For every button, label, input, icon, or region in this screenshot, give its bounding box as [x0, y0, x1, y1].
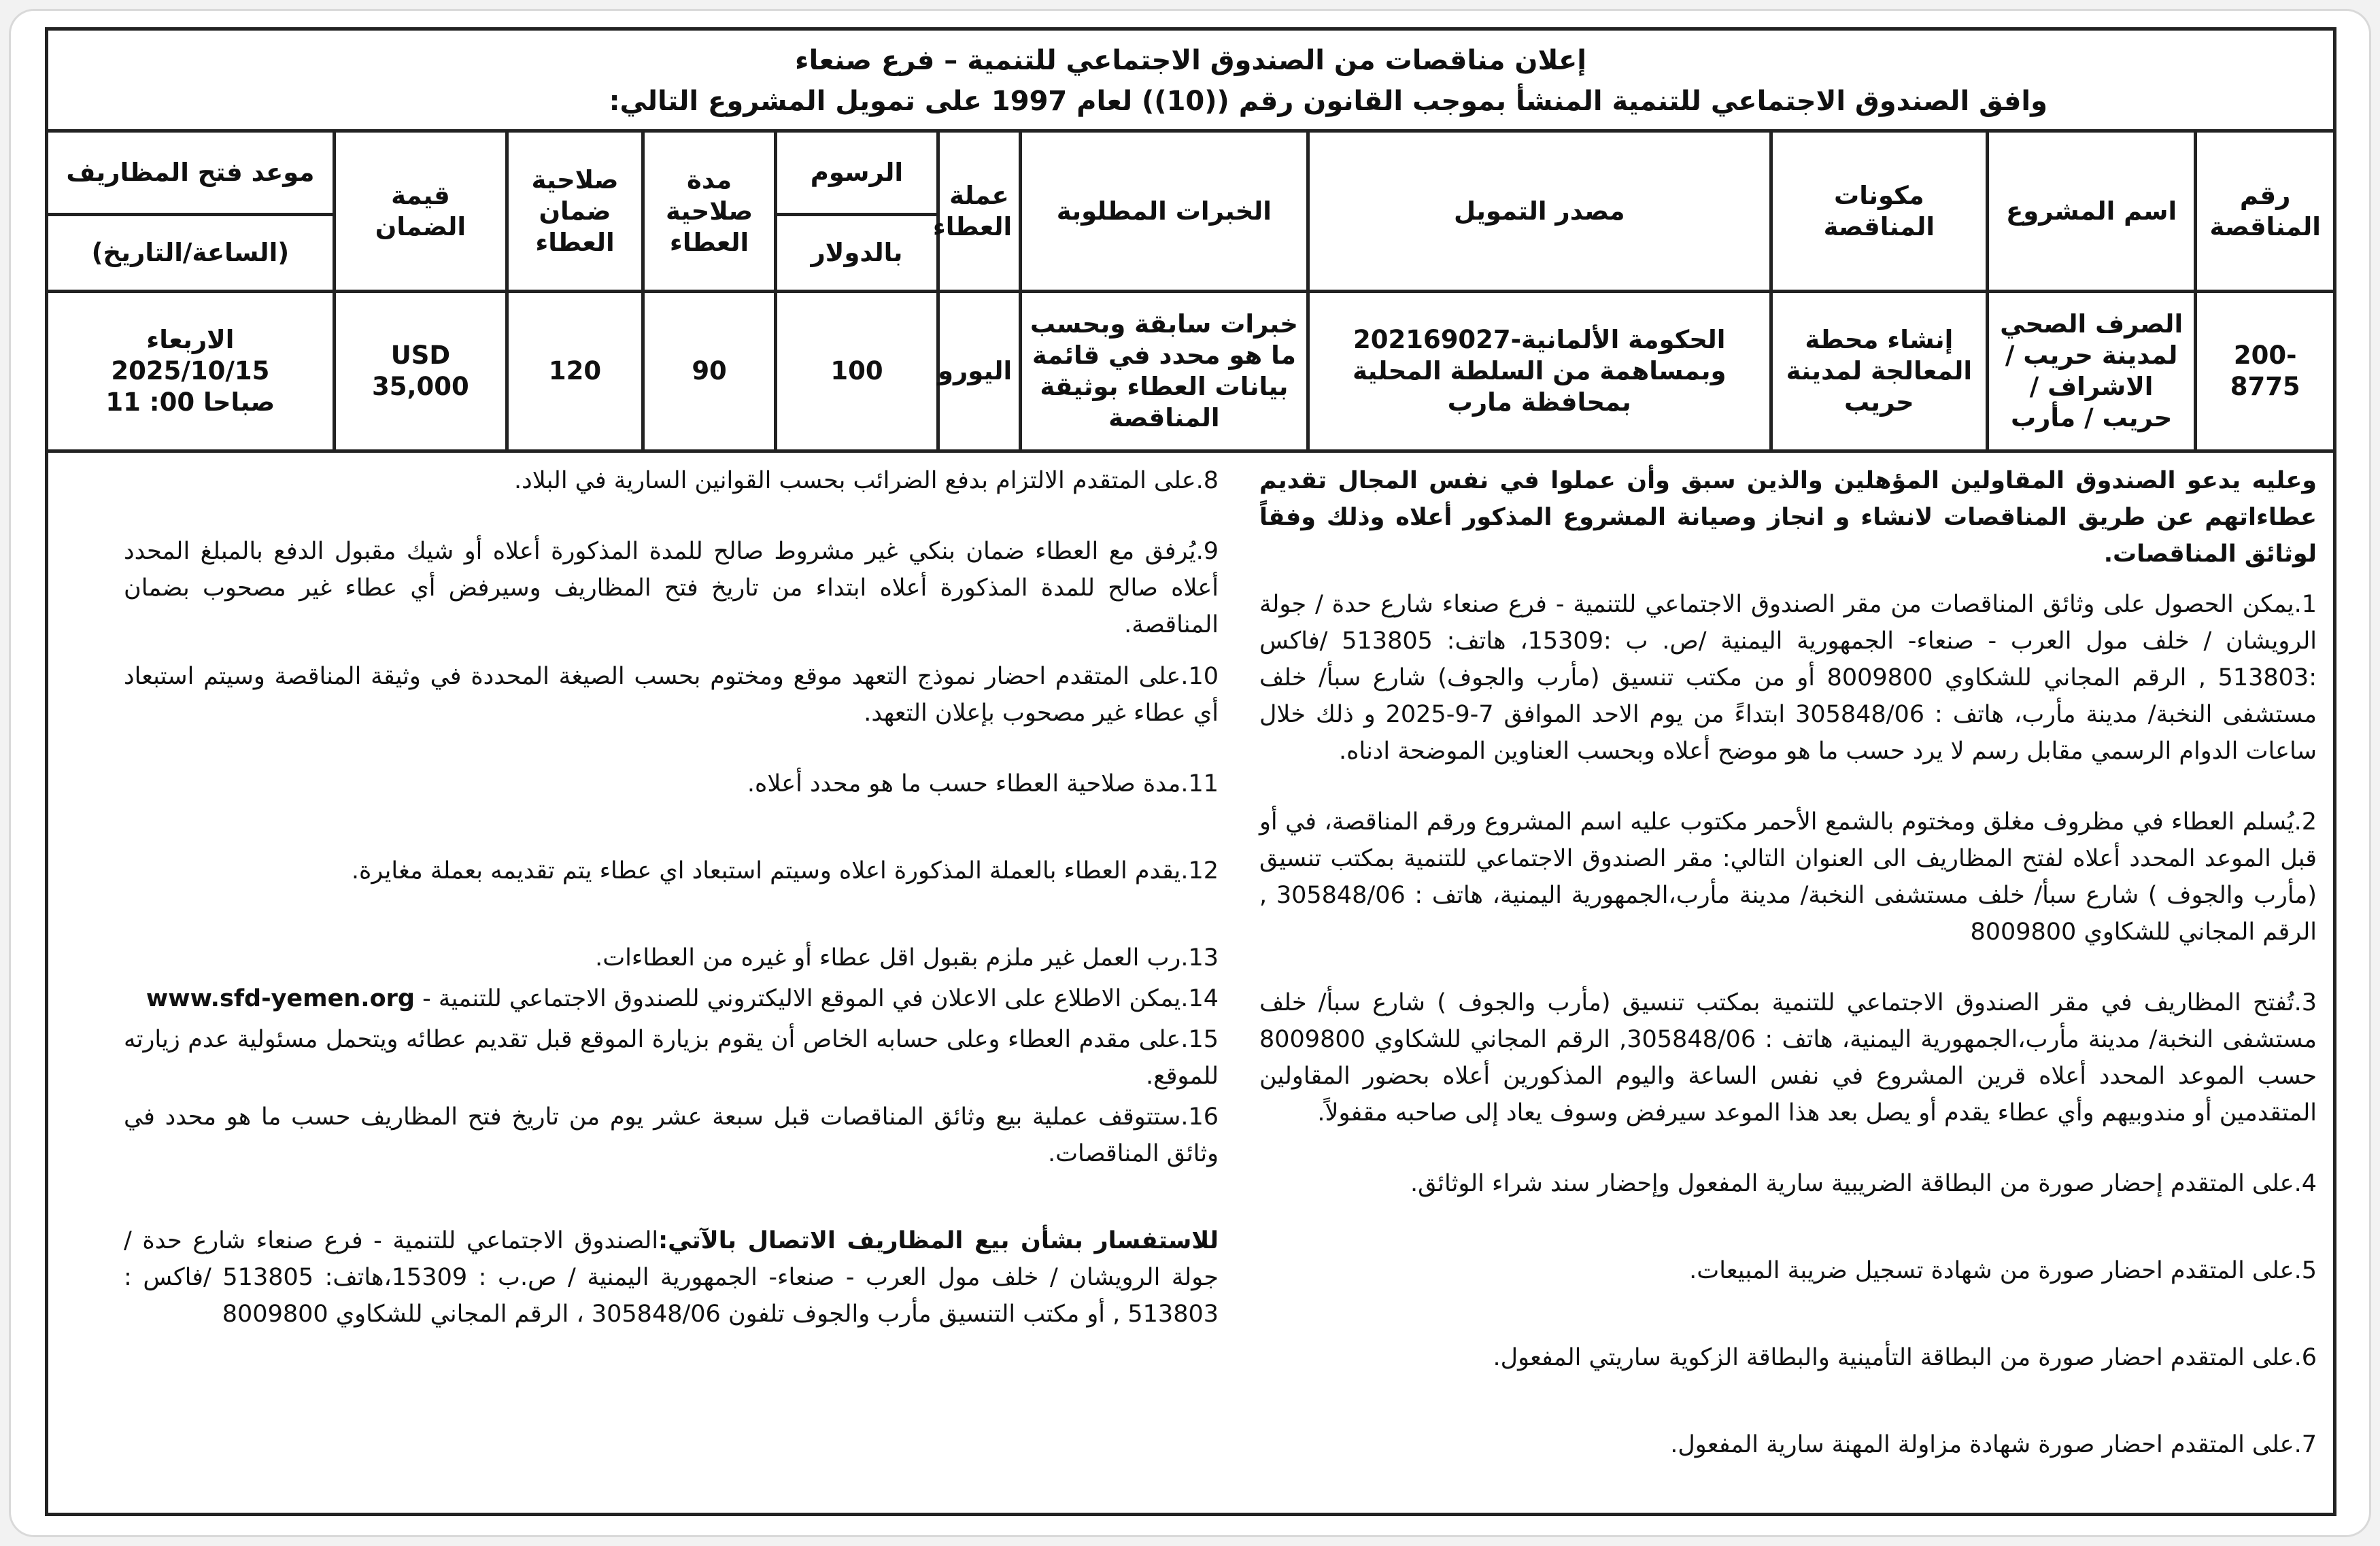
- opening-date: 2025/10/15: [111, 356, 270, 385]
- announcement-title: إعلان مناقصات من الصندوق الاجتماعي للتنمية – فرع صنعاء: [795, 45, 1586, 76]
- list-item: 15.على مقدم العطاء وعلى حسابه الخاص أن يقوم بزيارة الموقع قبل تقديم عطائه ويتحمل مسئولية عدم زيارته للموقع.: [124, 1026, 1219, 1090]
- header-funding-source: مصدر التمويل: [1308, 133, 1771, 292]
- guarantee-amount: 35,000: [372, 372, 469, 401]
- list-item: 13.رب العمل غير ملزم بقبول اقل عطاء أو غيره من العطاءات.: [595, 944, 1219, 972]
- list-item: 10.على المتقدم احضار نموذج التعهد موقع ومختوم بحسب الصيغة المحددة في وثيقة المناقصة وسيتم استبعاد أي عطاء غير مصحوب بإعلان التعهد.: [124, 663, 1219, 727]
- intro-paragraph: وعليه يدعو الصندوق المقاولين المؤهلين والذين سبق وأن عملوا في نفس المجال تقديم عطاءاتهم عن طريق المناقصات لانشاء و انجاز وصيانة المشروع المذكور أعلاه وذلك وفقاً لوثائق المناقصات.: [1259, 467, 2317, 568]
- header-validity: مدة صلاحية العطاء: [643, 133, 775, 292]
- guarantee-currency: USD: [390, 341, 451, 370]
- cell-tender-no: [2196, 292, 2333, 451]
- header-tender-no: رقم المناقصة: [2196, 133, 2333, 292]
- header-experience: الخبرات المطلوبة: [1021, 133, 1308, 292]
- cell-project-name: الصرف الصحي لمدينة حريب / الاشراف / حريب / مأرب: [1987, 292, 2196, 451]
- tender-table: [48, 133, 2333, 453]
- announcement-subtitle: وافق الصندوق الاجتماعي للتنمية المنشأ بموجب القانون رقم ((10)) لعام 1997 على تمويل المشروع التالي:: [609, 86, 2047, 117]
- tender-no-value: 200-8775: [2230, 341, 2300, 401]
- cell-components: إنشاء محطة المعالجة لمدينة حريب: [1771, 292, 1987, 451]
- cell-guarantee-validity: 120: [507, 292, 643, 451]
- header-opening: موعد فتح المظاريف: [48, 133, 334, 215]
- cell-experience: خبرات سابقة وبحسب ما هو محدد في قائمة بيانات العطاء بوثيقة المناقصة: [1021, 292, 1308, 451]
- cell-funding-source: الحكومة الألمانية-202169027 وبمساهمة من السلطة المحلية بمحافظة مارب: [1308, 292, 1771, 451]
- list-item: 12.يقدم العطاء بالعملة المذكورة اعلاه وسيتم استبعاد اي عطاء يتم تقديمه بعملة مغايرة.: [351, 857, 1219, 884]
- inquiry-contact: [124, 1222, 1219, 1333]
- cell-currency: اليورو: [938, 292, 1021, 451]
- header-guarantee-value: قيمة الضمان: [334, 133, 507, 292]
- opening-time: صباحا 00: 11: [105, 388, 275, 417]
- opening-day: الاربعاء: [146, 325, 235, 354]
- inquiry-title: للاستفسار بشأن بيع المظاريف الاتصال بالآتي:: [658, 1227, 1219, 1254]
- header-opening-sub: (الساعة/التاريخ): [48, 215, 334, 292]
- header-fees-sub: بالدولار: [776, 215, 938, 292]
- list-item: 5.على المتقدم احضار صورة من شهادة تسجيل ضريبة المبيعات.: [1689, 1257, 2317, 1284]
- list-item: 6.على المتقدم احضار صورة من البطاقة التأمينية والبطاقة الزكوية ساريتي المفعول.: [1493, 1344, 2317, 1371]
- list-item: 14.يمكن الاطلاع على الاعلان في الموقع الاليكتروني للصندوق الاجتماعي للتنمية - www.sfd-yemen.org: [124, 980, 1219, 1017]
- terms-column-right: [1219, 462, 2317, 1463]
- cell-fees: 100: [776, 292, 938, 451]
- list-item: 9.يُرفق مع العطاء ضمان بنكي غير مشروط صالح للمدة المذكورة أعلاه أو شيك مقبول الدفع بالمبلغ المحدد أعلاه صالح للمدة المذكورة أعلاه ابتداء من تاريخ فتح المظاريف وسيرفض أي عطاء غير مصحوب بضمان المناقصة.: [124, 538, 1219, 638]
- list-item: 8.على المتقدم الالتزام بدفع الضرائب بحسب القوانين السارية في البلاد.: [514, 467, 1219, 494]
- list-item: 7.على المتقدم احضار صورة شهادة مزاولة المهنة سارية المفعول.: [1670, 1431, 2317, 1458]
- announcement-frame: [45, 27, 2336, 1516]
- list-item: 2.يُسلم العطاء في مظروف مغلق ومختوم بالشمع الأحمر مكتوب عليه اسم المشروع ورقم المناقصة، في أو قبل الموعد المحدد أعلاه لفتح المظاريف الى العنوان التالي: مقر الصندوق الاجتماعي للتنمية بمكتب تنسيق (مأرب والجوف ) شارع سبأ/ خلف مستشفى النخبة/ مدينة مأرب،الجمهورية اليمنية، هاتف : 305848/06 , الرقم المجاني للشكاوي 8009800: [1259, 808, 2317, 946]
- inquiry-text: الصندوق الاجتماعي للتنمية - فرع صنعاء شارع حدة / جولة الرويشان / خلف مول العرب - صنعاء- الجمهورية اليمنية / ص.ب : 15309،هاتف: 513805 /فاكس : 513803 , أو مكتب التنسيق مأرب والجوف تلفون 305848/06 ، الرقم المجاني للشكاوي 8009800: [124, 1227, 1219, 1328]
- header-currency: عملة العطاء: [938, 133, 1021, 292]
- table-header-row: [48, 133, 2333, 215]
- page-card: [11, 11, 2369, 1535]
- list-item: 4.على المتقدم إحضار صورة من البطاقة الضريبية سارية المفعول وإحضار سند شراء الوثائق.: [1410, 1170, 2317, 1197]
- website-link[interactable]: www.sfd-yemen.org: [146, 985, 415, 1012]
- header-guarantee-validity: صلاحية ضمان العطاء: [507, 133, 643, 292]
- announcement-header: [48, 31, 2333, 133]
- header-components: مكونات المناقصة: [1771, 133, 1987, 292]
- list-item: 3.تُفتح المظاريف في مقر الصندوق الاجتماعي للتنمية بمكتب تنسيق (مأرب والجوف ) شارع سبأ/ خلف مستشفى النخبة/ مدينة مأرب،الجمهورية اليمنية، هاتف : 305848/06, الرقم المجاني للشكاوي 8009800 حسب الموعد المحدد أعلاه قرين المشروع في نفس الساعة واليوم المذكورين أعلاه بحضور المقاولين المتقدمين أو مندوبيهم وأي عطاء يقدم أو يصل بعد هذا الموعد سيرفض وسوف يعاد إلى صاحبه مقفولاً.: [1259, 989, 2317, 1127]
- list-item: 11.مدة صلاحية العطاء حسب ما هو محدد أعلاه.: [747, 770, 1219, 797]
- cell-validity: 90: [643, 292, 775, 451]
- terms-column-left: [124, 462, 1219, 1463]
- cell-opening: [48, 292, 334, 451]
- cell-guarantee-value: [334, 292, 507, 451]
- header-project-name: اسم المشروع: [1987, 133, 2196, 292]
- list-item: 16.ستتوقف عملية بيع وثائق المناقصات قبل سبعة عشر يوم من تاريخ فتح المظاريف حسب ما هو محدد في وثائق المناقصات.: [124, 1103, 1219, 1167]
- table-row: [48, 292, 2333, 451]
- header-fees: الرسوم: [776, 133, 938, 215]
- list-item: 1.يمكن الحصول على وثائق المناقصات من مقر الصندوق الاجتماعي للتنمية - فرع صنعاء شارع حدة / جولة الرويشان / خلف مول العرب - صنعاء- الجمهورية اليمنية /ص. ب :15309، هاتف: 513805 /فاكس :513803 , الرقم المجاني للشكاوي 8009800 أو من مكتب تنسيق (مأرب والجوف) شارع سبأ/ خلف مستشفى النخبة/ مدينة مأرب، هاتف : 305848/06 ابتداءً من يوم الاحد الموافق 7-9-2025 و ذلك خلال ساعات الدوام الرسمي مقابل رسم لا يرد حسب ما هو موضح أعلاه وبحسب العناوين الموضحة ادناه.: [1259, 591, 2317, 765]
- terms-columns: [48, 453, 2333, 1463]
